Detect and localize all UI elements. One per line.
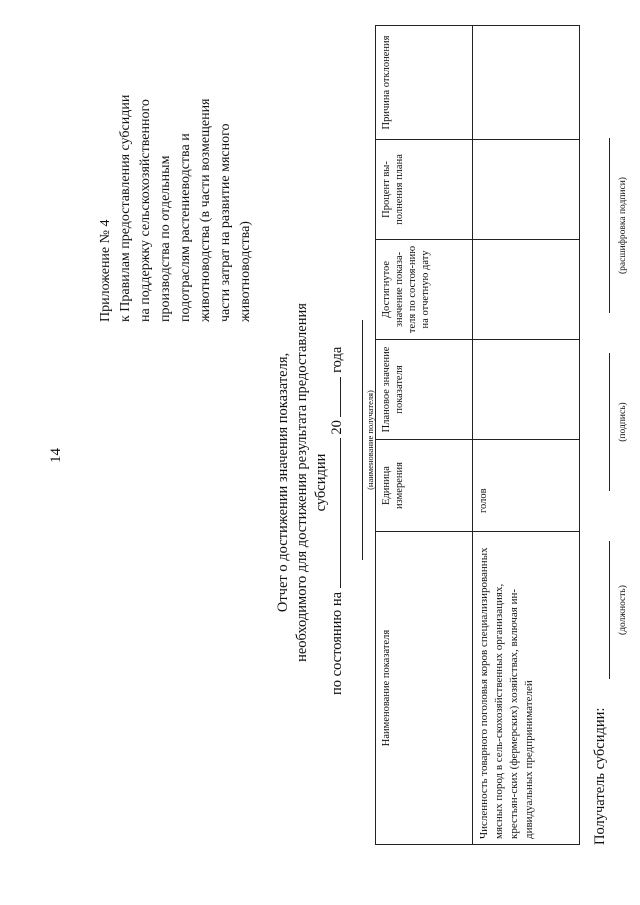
header-actual-value: Достигнутое значение показа-теля по состоя-нию на отчетную дату: [376, 240, 473, 340]
header-deviation-reason: Причина отклонения: [376, 26, 473, 140]
header-indicator-name: Наименование показателя: [376, 532, 473, 845]
year-blank: [324, 377, 341, 417]
position-line: [609, 541, 610, 679]
appendix-line: производства по отдельным: [158, 155, 173, 322]
cell-actual-value: [473, 240, 580, 340]
position-caption: (должность): [618, 585, 628, 635]
page-number: 14: [48, 448, 64, 463]
appendix-line: животноводства (в части возмещения: [198, 98, 213, 322]
as-of-line: [324, 295, 346, 695]
date-blank: [324, 438, 341, 588]
appendix-block: [96, 32, 256, 322]
transcript-line: [609, 138, 610, 313]
appendix-line: к Правилам предоставления субсидии: [118, 94, 133, 322]
table-row: [473, 26, 580, 845]
table-header-row: [376, 26, 473, 845]
recipient-label: Получатель субсидии:: [592, 707, 608, 845]
report-title-line-1: Отчет о достижении значения показателя,: [275, 352, 291, 613]
transcript-caption: (расшифровка подписи): [618, 177, 628, 274]
appendix-line: части затрат на развитие мясного: [218, 123, 233, 322]
signature-caption: (подпись): [618, 402, 628, 442]
report-title-line-2: необходимого для достижения результата предоставления субсидии: [294, 303, 329, 662]
cell-unit: голов: [473, 440, 580, 532]
cell-deviation-reason: [473, 26, 580, 140]
appendix-line: подотраслям растениеводства и: [178, 133, 193, 322]
appendix-line: животноводства): [238, 221, 253, 322]
recipient-name-line: [362, 320, 363, 560]
as-of-prefix: по состоянию на: [329, 591, 345, 695]
appendix-line: на поддержку сельскохозяйственного: [138, 99, 153, 322]
indicator-table: [375, 25, 580, 845]
cell-plan-value: [473, 340, 580, 440]
recipient-name-caption: (наименование получателя): [365, 390, 375, 490]
cell-percent: [473, 140, 580, 240]
header-percent: Процент вы-полнения плана: [376, 140, 473, 240]
cell-indicator-name: Численность товарного поголовья коров специализированных мясных пород в сель-скохозяйственных организациях, крестьян-ских (фермерских) хозяйствах, включая ин-дивидуальных предпринимателей: [473, 532, 580, 845]
header-unit: Единица измерения: [376, 440, 473, 532]
signature-block: [592, 15, 628, 845]
signature-line: [609, 353, 610, 491]
year-prefix: 20: [329, 420, 345, 435]
report-title: [274, 280, 331, 685]
header-plan-value: Плановое значение показателя: [376, 340, 473, 440]
appendix-number: Приложение № 4: [98, 219, 113, 322]
year-suffix: года: [329, 346, 345, 373]
